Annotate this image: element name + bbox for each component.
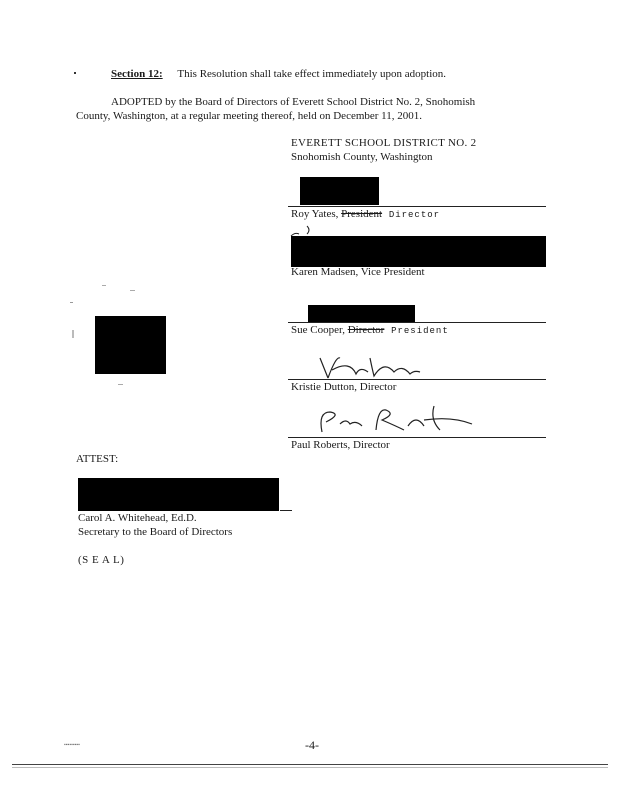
signature-line — [288, 379, 546, 380]
signer-paul-roberts: Paul Roberts, Director — [291, 439, 390, 451]
attest-name: Carol A. Whitehead, Ed.D. — [78, 512, 197, 524]
section-text: This Resolution shall take effect immediately upon adoption. — [177, 68, 447, 80]
redaction-signature — [308, 305, 415, 322]
page-number: -4- — [305, 738, 319, 752]
redaction-signature — [300, 177, 379, 205]
section-label: Section 12: — [111, 68, 163, 80]
signer-name: Roy Yates, — [291, 208, 339, 220]
scan-speck — [72, 330, 74, 338]
district-county: Snohomish County, Washington — [291, 151, 433, 163]
typed-title: Director — [388, 210, 441, 220]
scan-speck — [102, 285, 106, 286]
redaction-signature — [291, 236, 546, 267]
signer-sue-cooper — [291, 324, 449, 336]
signature-line — [288, 322, 546, 323]
footer-rule — [12, 767, 608, 768]
signer-roy-yates — [291, 208, 440, 220]
signature-line — [280, 510, 292, 511]
struck-title: Director — [347, 324, 385, 336]
footer-doc-code: ▪▪▪▪▪▪▪▪▪ — [64, 743, 80, 748]
redaction-seal — [95, 316, 166, 374]
struck-title: President — [341, 208, 383, 220]
scan-speck — [74, 72, 76, 74]
redaction-signature — [78, 478, 279, 511]
section-line — [111, 68, 446, 80]
seal-text: (S E A L) — [78, 554, 125, 566]
scan-speck — [70, 302, 73, 303]
footer-rule — [12, 764, 608, 765]
district-name: EVERETT SCHOOL DISTRICT NO. 2 — [291, 137, 477, 149]
typed-title: President — [391, 326, 449, 336]
signer-kristie-dutton: Kristie Dutton, Director — [291, 381, 397, 393]
attest-label: ATTEST: — [76, 453, 119, 465]
scan-speck — [130, 290, 135, 291]
attest-title: Secretary to the Board of Directors — [78, 526, 233, 538]
signature-line — [288, 206, 546, 207]
signature-line — [288, 437, 546, 438]
adopted-line-2: County, Washington, at a regular meeting thereof, held on December 11, 2001. — [76, 110, 423, 122]
signer-karen-madsen: Karen Madsen, Vice President — [291, 266, 425, 278]
signer-name: Sue Cooper, — [291, 324, 345, 336]
scan-speck — [118, 384, 123, 385]
adopted-line-1: ADOPTED by the Board of Directors of Everett School District No. 2, Snohomish — [111, 96, 476, 108]
